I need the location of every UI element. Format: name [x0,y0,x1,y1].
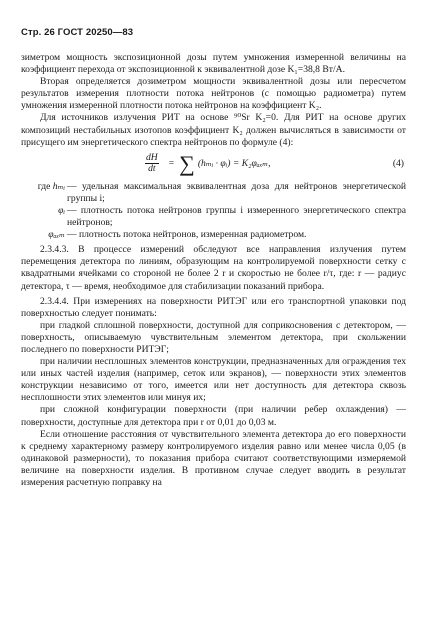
formula-body [145,151,271,177]
definition-text: — удельная максимальная эквивалентная доза для нейтронов энергетической группы i; [67,180,406,204]
definition-symbol: φᵢ [58,204,65,216]
definition-symbol: φₐₓₘ [48,229,65,241]
formula-derivative [145,153,159,174]
paragraph-ratio: Если отношение расстояния от чувствительного элемента детектора до его поверхности к среднему характерному размеру контролируемого изделия равно или менее числа 0,05 (в одинаковой размерности), то показания прибора считают соответствующими измеряемой величине на поверхности изделия. В противном случае следует вводить в результат измерения расчетную поправку на [21,428,406,488]
formula-denominator: dt [148,163,156,175]
formula-numerator: dH [146,152,158,164]
formula-4 [21,151,406,177]
definition-text: — плотность потока нейтронов, измеренная радиометром. [67,229,307,241]
definitions-list [21,181,406,241]
paragraph-1: зиметром мощность экспозиционной дозы путем умножения измеренной величины на коэффициент перехода от экспозиционной к эквивалентной дозе K₁=38,8 Вт/А. [21,52,406,76]
formula-equals: = [168,157,175,169]
paragraph-3: Для источников излучения РИТ на основе ⁹⁰Sr K₂=0. Для РИТ на основе других композиций нестабильных изотопов коэффициент K₂ должен вычисляться в зависимости от присущего им энергетического спектра нейтронов по формуле (4): [21,112,406,148]
definition-text: — плотность потока нейтронов группы i измеренного энергетического спектра нейтронов; [67,204,406,229]
page-header: Стр. 26 ГОСТ 20250—83 [21,27,134,38]
formula-expression: (hₘᵢ · φᵢ) = K₂φₐₓₘ, [197,157,271,169]
paragraph-2-3-4-4: 2.3.4.4. При измерениях на поверхности РИТЭГ или его транспортной упаковки под поверхностью следует понимать: [21,295,406,319]
formula-number: (4) [392,157,404,169]
paragraph-discontinuous-elements: при наличии несплошных элементов конструкции, предназначенных для ограждения тех или иных частей изделия (например, сеток или экранов), — поверхности этих элементов конструкции независимо от того, имеется или нет доступность для детектора сквозь несплошности этих элементов или минуя их; [21,356,406,404]
paragraph-smooth-surface: при гладкой сплошной поверхности, доступной для соприкосновения с детектором, — поверхность, описываемую чувствительным элементом детектора, при скольжении последнего по поверхности РИТЭГ; [21,319,406,355]
body-text [21,52,406,489]
sum-symbol: ∑ [179,150,195,176]
paragraph-2-3-4-3: 2.3.4.3. В процессе измерений обследуют все направления излучения путем перемещения детектора по линиям, образующим на контролируемой поверхности сетку с квадратными ячейками со стороной не более 2 r и скоростью не более r/τ, где: r — радиус детектора, τ — время, необходимое для стабилизации показаний прибора. [21,244,406,292]
definition-symbol: где hₘᵢ [37,180,65,192]
paragraph-2: Вторая определяется дозиметром мощности эквивалентной дозы или пересчетом результатов измерения плотности потока нейтронов (с помощью радиометра) путем умножения измеренной плотности потока нейтронов на коэффициент K₂. [21,76,406,112]
paragraph-complex-surface: при сложной конфигурации поверхности (при наличии ребер охлаждения) — поверхности, доступные для детектора при r от 0,01 до 0,03 м. [21,404,406,428]
